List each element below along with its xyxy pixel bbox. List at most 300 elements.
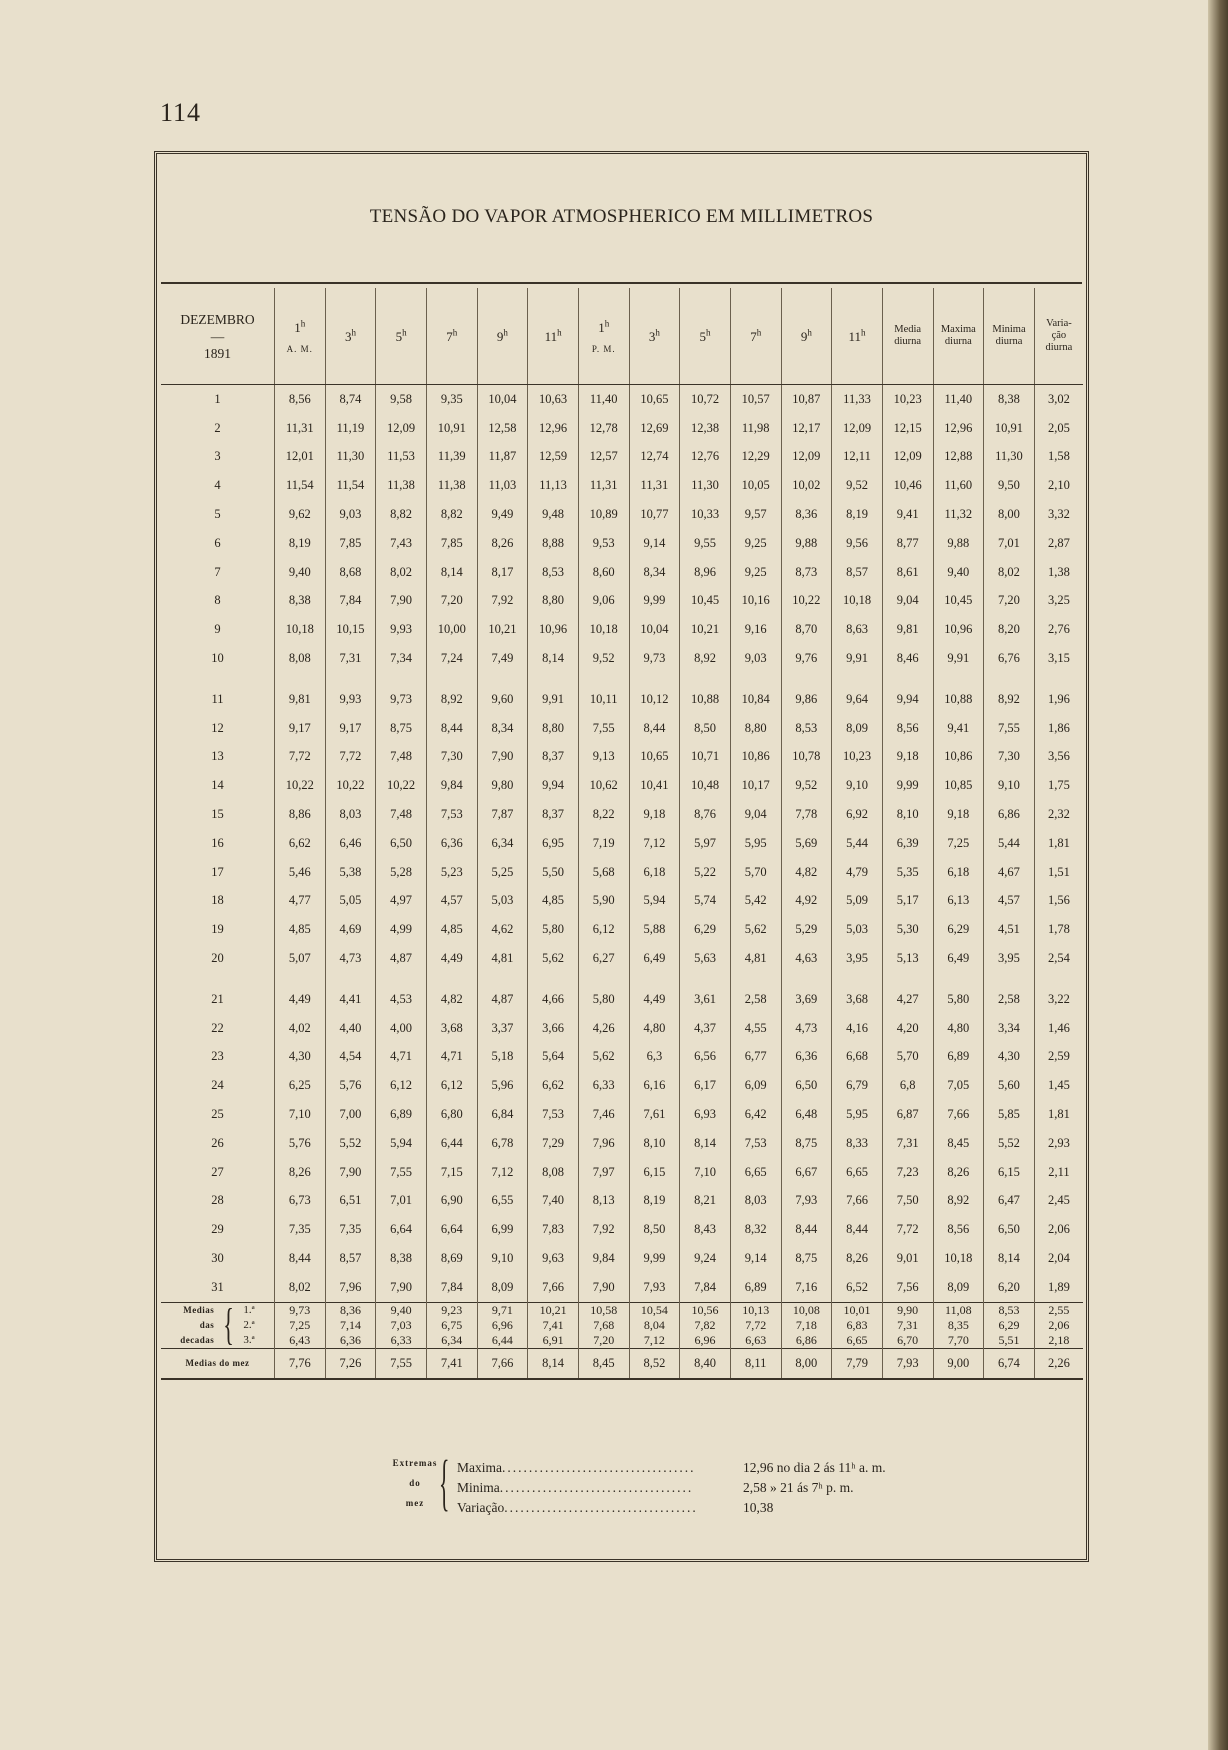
value-cell: 12,58 (477, 414, 528, 443)
day-number: 4 (214, 478, 221, 493)
value-cell: 12,76 (680, 443, 731, 472)
ampm-label: A. M. (286, 343, 313, 354)
hour-suffix: h (402, 327, 407, 338)
value-cell: 9,13 (578, 743, 629, 772)
value-cell: 7,50 (882, 1187, 933, 1216)
value-cell: 5,95 (730, 829, 781, 858)
value-cell: 8,34 (629, 558, 680, 587)
stat-header-line: Media (894, 324, 922, 335)
value-cell: 5,94 (376, 1129, 427, 1158)
day-row (161, 529, 1083, 558)
day-row (161, 858, 1083, 887)
value-cell: 3,37 (477, 1014, 528, 1043)
decade-value: 9,71 (491, 1302, 513, 1317)
value-cell: 1,78 (1034, 915, 1083, 944)
hour-suffix: h (557, 327, 562, 338)
value-cell: 6,89 (376, 1100, 427, 1129)
value-cell: 6,36 (426, 829, 477, 858)
hour-number: 7 (750, 328, 757, 344)
value-cell: 12,69 (629, 414, 680, 443)
day-row (161, 500, 1083, 529)
month-mean-value: 7,41 (426, 1348, 477, 1378)
value-cell: 8,73 (781, 558, 832, 587)
hour-label (545, 329, 562, 344)
value-cell: 7,85 (426, 529, 477, 558)
value-cell: 2,11 (1034, 1158, 1083, 1187)
stat-header (933, 288, 984, 385)
value-cell: 9,81 (274, 673, 325, 714)
value-cell: 10,17 (730, 771, 781, 800)
value-cell: 5,94 (629, 887, 680, 916)
decade-value: 2,06 (1048, 1317, 1070, 1332)
value-cell: 5,80 (528, 915, 579, 944)
value-cell: 5,13 (882, 944, 933, 973)
value-cell: 5,22 (680, 858, 731, 887)
value-cell: 6,39 (882, 829, 933, 858)
decade-value: 2,55 (1048, 1302, 1070, 1317)
value-cell: 11,39 (426, 443, 477, 472)
value-cell: 8,09 (477, 1273, 528, 1302)
value-cell: 11,32 (933, 500, 984, 529)
value-cell: 5,62 (730, 915, 781, 944)
value-cell: 7,46 (578, 1100, 629, 1129)
decade-value: 8,36 (339, 1302, 361, 1317)
value-cell: 4,77 (274, 887, 325, 916)
month-mean-value: 8,40 (680, 1348, 731, 1378)
value-cell: 10,02 (781, 471, 832, 500)
hour-number: 3 (344, 328, 352, 344)
month-means-row (161, 1348, 1083, 1378)
value-cell: 9,04 (730, 800, 781, 829)
value-cell: 9,17 (325, 714, 376, 743)
decade-value: 6,96 (694, 1332, 716, 1347)
value-cell: 5,28 (376, 858, 427, 887)
extremes-side-label-2: do (409, 1478, 421, 1488)
value-cell: 10,41 (629, 771, 680, 800)
value-cell: 2,87 (1034, 529, 1083, 558)
extreme-label-text: Maxima (457, 1460, 502, 1475)
day-row (161, 1215, 1083, 1244)
stat-header (1034, 288, 1083, 385)
decade-value: 8,35 (947, 1317, 969, 1332)
value-cell: 7,96 (578, 1129, 629, 1158)
hour-header (781, 288, 832, 385)
value-cell: 8,56 (882, 714, 933, 743)
value-cell: 6,8 (882, 1071, 933, 1100)
value-cell: 6,76 (984, 644, 1035, 673)
value-cell: 9,80 (477, 771, 528, 800)
value-cell: 5,29 (781, 915, 832, 944)
value-cell: 8,26 (477, 529, 528, 558)
value-cell: 12,57 (578, 443, 629, 472)
hour-suffix: h (351, 327, 356, 338)
day-row (161, 1129, 1083, 1158)
value-cell: 10,72 (680, 385, 731, 414)
value-cell: 7,72 (325, 743, 376, 772)
value-cell: 8,88 (528, 529, 579, 558)
hour-label (700, 329, 711, 344)
value-cell: 4,54 (325, 1043, 376, 1072)
value-cell: 9,88 (933, 529, 984, 558)
value-cell: 5,52 (984, 1129, 1035, 1158)
value-cell: 7,16 (781, 1273, 832, 1302)
value-cell: 5,80 (578, 973, 629, 1014)
hour-label (396, 329, 407, 344)
value-cell: 9,58 (376, 385, 427, 414)
value-cell: 9,10 (477, 1244, 528, 1273)
value-cell: 12,15 (882, 414, 933, 443)
value-cell: 6,51 (325, 1187, 376, 1216)
value-cell: 8,56 (933, 1215, 984, 1244)
decade-value: 7,20 (593, 1332, 615, 1347)
value-cell: 8,38 (376, 1244, 427, 1273)
decade-means-cell (376, 1302, 427, 1348)
value-cell: 9,55 (680, 529, 731, 558)
decade-value: 7,03 (390, 1317, 412, 1332)
day-number: 23 (211, 1049, 224, 1064)
decade-means-cell (477, 1302, 528, 1348)
value-cell: 10,22 (325, 771, 376, 800)
value-cell: 7,31 (882, 1129, 933, 1158)
value-cell: 3,15 (1034, 644, 1083, 673)
value-cell: 10,00 (426, 615, 477, 644)
value-cell: 8,44 (629, 714, 680, 743)
month-mean-value: 7,76 (274, 1348, 325, 1378)
value-cell: 7,90 (477, 743, 528, 772)
value-cell: 7,48 (376, 800, 427, 829)
day-number: 26 (211, 1135, 224, 1150)
hour-header (832, 288, 883, 385)
value-cell: 3,32 (1034, 500, 1083, 529)
month-dash: — (210, 328, 225, 344)
value-cell: 3,61 (680, 973, 731, 1014)
value-cell: 5,03 (477, 887, 528, 916)
value-cell: 8,10 (882, 800, 933, 829)
value-cell: 12,01 (274, 443, 325, 472)
value-cell: 9,91 (933, 644, 984, 673)
stat-header-line: diurna (1045, 342, 1073, 353)
value-cell: 8,70 (781, 615, 832, 644)
value-cell: 3,68 (426, 1014, 477, 1043)
value-cell: 9,99 (882, 771, 933, 800)
value-cell: 6,65 (832, 1158, 883, 1187)
value-cell: 10,33 (680, 500, 731, 529)
decade-value: 10,01 (843, 1302, 871, 1317)
decade-means-cell (832, 1302, 883, 1348)
value-cell: 10,21 (477, 615, 528, 644)
value-cell: 8,86 (274, 800, 325, 829)
value-cell: 9,60 (477, 673, 528, 714)
extremes-brace: { (439, 1449, 450, 1517)
value-cell: 5,46 (274, 858, 325, 887)
decade-means-cell (933, 1302, 984, 1348)
day-row (161, 385, 1083, 414)
value-cell: 9,25 (730, 558, 781, 587)
day-row (161, 973, 1083, 1014)
day-number: 28 (211, 1193, 224, 1208)
day-row (161, 615, 1083, 644)
leader-dots: .................................... (499, 1480, 694, 1495)
value-cell: 12,09 (781, 443, 832, 472)
value-cell: 7,83 (528, 1215, 579, 1244)
hour-header (274, 288, 325, 385)
value-cell: 6,48 (781, 1100, 832, 1129)
value-cell: 4,87 (376, 944, 427, 973)
value-cell: 4,62 (477, 915, 528, 944)
value-cell: 5,62 (578, 1043, 629, 1072)
value-cell: 6,84 (477, 1100, 528, 1129)
value-cell: 10,96 (528, 615, 579, 644)
value-cell: 8,96 (680, 558, 731, 587)
value-cell: 8,45 (933, 1129, 984, 1158)
value-cell: 9,41 (882, 500, 933, 529)
value-cell: 4,92 (781, 887, 832, 916)
value-cell: 1,56 (1034, 887, 1083, 916)
value-cell: 6,18 (933, 858, 984, 887)
value-cell: 6,62 (528, 1071, 579, 1100)
value-cell: 10,22 (274, 771, 325, 800)
hour-suffix: h (861, 327, 866, 338)
day-number: 2 (214, 420, 221, 435)
day-number: 18 (211, 893, 224, 908)
decade-value: 10,21 (539, 1302, 567, 1317)
value-cell: 6,09 (730, 1071, 781, 1100)
value-cell: 6,93 (680, 1100, 731, 1129)
decade-value: 6,29 (998, 1317, 1020, 1332)
value-cell: 11,19 (325, 414, 376, 443)
value-cell: 10,63 (528, 385, 579, 414)
day-row (161, 800, 1083, 829)
value-cell: 12,96 (933, 414, 984, 443)
month-label: DEZEMBRO (180, 311, 255, 327)
value-cell: 12,29 (730, 443, 781, 472)
header-row (161, 288, 1083, 385)
hour-suffix: h (503, 327, 508, 338)
value-cell: 9,86 (781, 673, 832, 714)
month-mean-value: 8,00 (781, 1348, 832, 1378)
value-cell: 8,00 (984, 500, 1035, 529)
decade-value: 7,18 (795, 1317, 817, 1332)
decade-means-cell (730, 1302, 781, 1348)
value-cell: 4,49 (629, 973, 680, 1014)
hour-suffix: h (300, 318, 306, 329)
day-row (161, 1043, 1083, 1072)
extreme-value: 10,38 (743, 1500, 774, 1515)
value-cell: 11,31 (274, 414, 325, 443)
decade-value: 6,91 (542, 1332, 564, 1347)
value-cell: 8,44 (274, 1244, 325, 1273)
value-cell: 11,98 (730, 414, 781, 443)
value-cell: 10,45 (933, 587, 984, 616)
value-cell: 7,66 (832, 1187, 883, 1216)
ampm-label: P. M. (591, 343, 616, 354)
value-cell: 4,85 (528, 887, 579, 916)
decade-means-cell (1034, 1302, 1083, 1348)
value-cell: 6,68 (832, 1043, 883, 1072)
value-cell: 1,75 (1034, 771, 1083, 800)
day-number: 20 (211, 951, 224, 966)
value-cell: 7,40 (528, 1187, 579, 1216)
value-cell: 8,92 (984, 673, 1035, 714)
value-cell: 8,57 (832, 558, 883, 587)
value-cell: 7,92 (477, 587, 528, 616)
value-cell: 11,54 (325, 471, 376, 500)
value-cell: 7,55 (984, 714, 1035, 743)
value-cell: 11,03 (477, 471, 528, 500)
value-cell: 10,62 (578, 771, 629, 800)
stat-header-line: diurna (944, 336, 972, 347)
value-cell: 8,08 (274, 644, 325, 673)
decade-value: 7,31 (897, 1317, 919, 1332)
value-cell: 6,18 (629, 858, 680, 887)
value-cell: 8,43 (680, 1215, 731, 1244)
extreme-value: 12,96 no dia 2 ás 11ʰ a. m. (743, 1460, 886, 1475)
day-number: 7 (214, 564, 221, 579)
value-cell: 6,49 (629, 944, 680, 973)
decade-value: 7,68 (593, 1317, 615, 1332)
value-cell: 5,62 (528, 944, 579, 973)
value-cell: 9,93 (376, 615, 427, 644)
value-cell: 7,19 (578, 829, 629, 858)
value-cell: 9,14 (629, 529, 680, 558)
value-cell: 8,75 (781, 1129, 832, 1158)
value-cell: 2,54 (1034, 944, 1083, 973)
value-cell: 7,10 (274, 1100, 325, 1129)
value-cell: 5,44 (832, 829, 883, 858)
value-cell: 6,50 (376, 829, 427, 858)
day-row (161, 1158, 1083, 1187)
value-cell: 5,35 (882, 858, 933, 887)
hour-number: 1 (294, 319, 301, 335)
decade-value: 9,40 (390, 1302, 412, 1317)
value-cell: 5,09 (832, 887, 883, 916)
value-cell: 5,90 (578, 887, 629, 916)
value-cell: 2,58 (984, 973, 1035, 1014)
month-mean-value: 8,52 (629, 1348, 680, 1378)
decade-value: 6,63 (745, 1332, 767, 1347)
value-cell: 5,70 (730, 858, 781, 887)
value-cell: 4,40 (325, 1014, 376, 1043)
value-cell: 7,90 (578, 1273, 629, 1302)
stat-header-line: ção (1051, 330, 1067, 341)
extreme-label-text: Variação (457, 1500, 505, 1515)
value-cell: 4,16 (832, 1014, 883, 1043)
value-cell: 6,86 (984, 800, 1035, 829)
decade-value: 10,58 (590, 1302, 618, 1317)
day-row (161, 1187, 1083, 1216)
value-cell: 5,88 (629, 915, 680, 944)
stat-header-line: Minima (992, 324, 1026, 335)
day-row (161, 644, 1083, 673)
value-cell: 8,82 (426, 500, 477, 529)
value-cell: 7,55 (376, 1158, 427, 1187)
value-cell: 1,58 (1034, 443, 1083, 472)
value-cell: 12,59 (528, 443, 579, 472)
value-cell: 10,85 (933, 771, 984, 800)
value-cell: 6,65 (730, 1158, 781, 1187)
value-cell: 9,73 (629, 644, 680, 673)
day-number: 27 (211, 1164, 224, 1179)
value-cell: 6,34 (477, 829, 528, 858)
value-cell: 8,21 (680, 1187, 731, 1216)
value-cell: 4,41 (325, 973, 376, 1014)
value-cell: 10,18 (933, 1244, 984, 1273)
value-cell: 6,17 (680, 1071, 731, 1100)
value-cell: 6,62 (274, 829, 325, 858)
value-cell: 4,66 (528, 973, 579, 1014)
month-means-label: Medias do mez (161, 1348, 274, 1378)
value-cell: 9,91 (528, 673, 579, 714)
value-cell: 5,68 (578, 858, 629, 887)
hour-number: 3 (648, 328, 656, 344)
value-cell: 5,64 (528, 1043, 579, 1072)
value-cell: 9,94 (528, 771, 579, 800)
value-cell: 2,93 (1034, 1129, 1083, 1158)
value-cell: 5,30 (882, 915, 933, 944)
value-cell: 9,99 (629, 587, 680, 616)
value-cell: 9,57 (730, 500, 781, 529)
value-cell: 7,84 (680, 1273, 731, 1302)
value-cell: 8,34 (477, 714, 528, 743)
value-cell: 9,18 (933, 800, 984, 829)
decade-value: 6,65 (846, 1332, 868, 1347)
value-cell: 9,94 (882, 673, 933, 714)
value-cell: 9,52 (781, 771, 832, 800)
value-cell: 10,15 (325, 615, 376, 644)
value-cell: 7,29 (528, 1129, 579, 1158)
value-cell: 9,56 (832, 529, 883, 558)
value-cell: 4,57 (426, 887, 477, 916)
value-cell: 7,56 (882, 1273, 933, 1302)
value-cell: 3,34 (984, 1014, 1035, 1043)
value-cell: 11,54 (274, 471, 325, 500)
day-number: 19 (211, 922, 224, 937)
value-cell: 1,45 (1034, 1071, 1083, 1100)
value-cell: 2,76 (1034, 615, 1083, 644)
value-cell: 7,84 (325, 587, 376, 616)
value-cell: 10,87 (781, 385, 832, 414)
value-cell: 4,79 (832, 858, 883, 887)
value-cell: 5,85 (984, 1100, 1035, 1129)
hour-label (649, 329, 660, 344)
value-cell: 2,06 (1034, 1215, 1083, 1244)
value-cell: 9,53 (578, 529, 629, 558)
value-cell: 12,17 (781, 414, 832, 443)
value-cell: 8,14 (680, 1129, 731, 1158)
value-cell: 10,45 (680, 587, 731, 616)
value-cell: 8,44 (781, 1215, 832, 1244)
value-cell: 9,49 (477, 500, 528, 529)
hour-suffix: h (756, 327, 762, 338)
value-cell: 6,64 (426, 1215, 477, 1244)
value-cell: 10,88 (680, 673, 731, 714)
value-cell: 3,02 (1034, 385, 1083, 414)
day-number: 11 (211, 691, 224, 706)
value-cell: 11,38 (426, 471, 477, 500)
value-cell: 9,18 (629, 800, 680, 829)
decade-means-cell (984, 1302, 1035, 1348)
decade-label-word: decadas (180, 1334, 215, 1345)
value-cell: 12,78 (578, 414, 629, 443)
value-cell: 7,96 (325, 1273, 376, 1302)
value-cell: 10,22 (781, 587, 832, 616)
day-row (161, 944, 1083, 973)
value-cell: 6,99 (477, 1215, 528, 1244)
title-rule (161, 282, 1082, 284)
hour-label (345, 329, 356, 344)
value-cell: 8,03 (730, 1187, 781, 1216)
decade-value: 6,83 (846, 1317, 868, 1332)
